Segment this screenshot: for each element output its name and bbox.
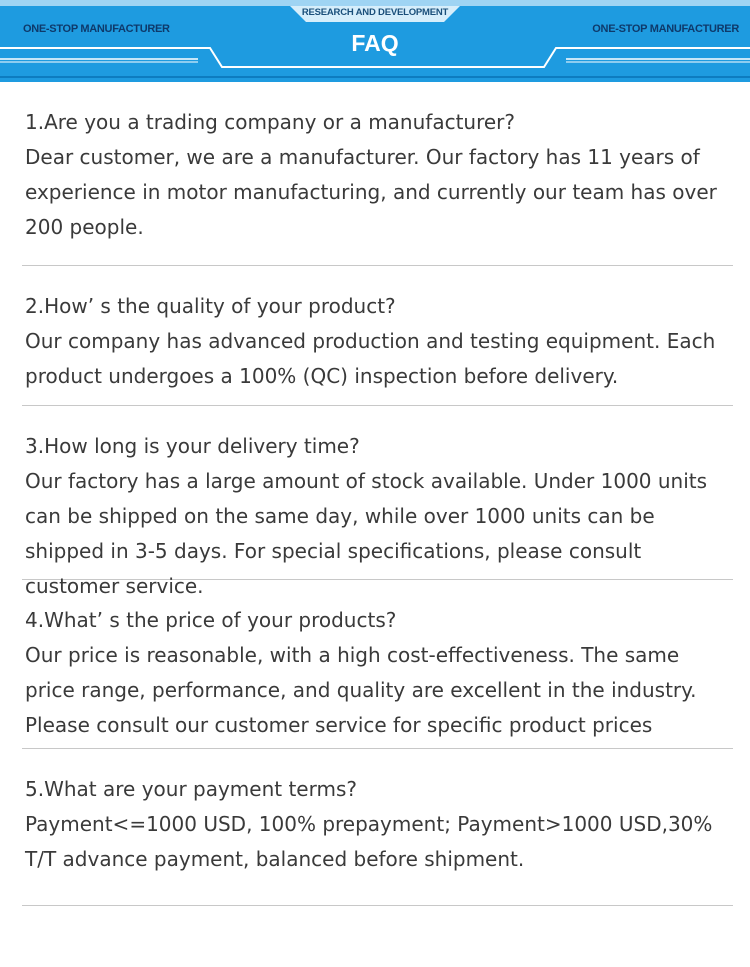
faq-question: 1.Are you a trading company or a manufacturer? xyxy=(25,110,516,134)
one-stop-manufacturer-left-label: ONE-STOP MANUFACTURER xyxy=(23,23,170,35)
faq-item xyxy=(22,749,733,906)
faq-answer: Our company has advanced production and testing equipment. Each product undergoes a 100% (QC) inspection before delivery. xyxy=(25,329,716,388)
one-stop-manufacturer-right-label: ONE-STOP MANUFACTURER xyxy=(592,23,739,35)
faq-item xyxy=(22,406,733,598)
faq-list xyxy=(22,82,733,906)
research-development-label: RESEARCH AND DEVELOPMENT xyxy=(301,7,449,18)
faq-question: 4.What’ s the price of your products? xyxy=(25,608,397,632)
faq-answer: Our price is reasonable, with a high cost-effectiveness. The same price range, performance, and quality are excellent in the industry. Please consult our customer service for specific product prices xyxy=(25,643,697,737)
faq-answer: Our factory has a large amount of stock available. Under 1000 units can be shipped on the same day, while over 1000 units can be shipped in 3-5 days. For special specifications, please consult customer service. xyxy=(25,469,708,598)
faq-title: FAQ xyxy=(351,30,399,56)
faq-question: 2.How’ s the quality of your product? xyxy=(25,294,396,318)
faq-answer: Dear customer, we are a manufacturer. Our factory has 11 years of experience in motor manufacturing, and currently our team has over 200 people. xyxy=(25,145,717,239)
faq-answer: Payment<=1000 USD, 100% prepayment; Payment>1000 USD,30% T/T advance payment, balanced before shipment. xyxy=(25,812,713,871)
faq-item xyxy=(22,580,733,749)
faq-banner xyxy=(0,0,750,82)
faq-item xyxy=(22,266,733,406)
faq-question: 5.What are your payment terms? xyxy=(25,777,358,801)
faq-item xyxy=(22,82,733,266)
faq-question: 3.How long is your delivery time? xyxy=(25,434,360,458)
